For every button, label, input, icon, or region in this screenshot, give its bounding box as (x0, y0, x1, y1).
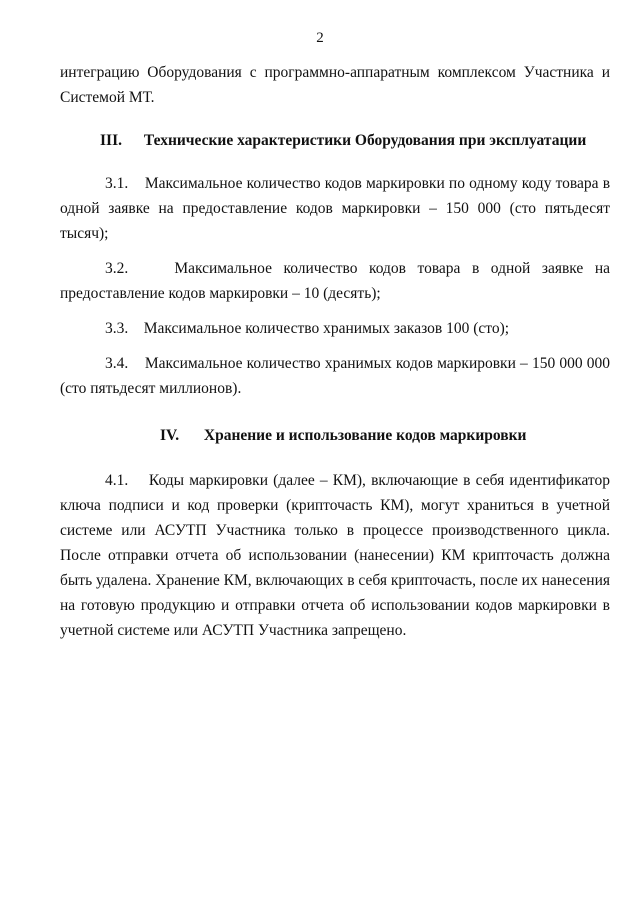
item-number: 3.1. (105, 175, 129, 192)
item-text: Максимальное количество хранимых кодов маркировки – 150 000 000 (сто пятьдесят миллионов). (60, 355, 611, 397)
item-text: Максимальное количество кодов маркировки по одному коду товара в одной заявке на предоставление кодов маркировки – 150 000 (сто пятьдесят тысяч); (60, 175, 611, 242)
section-4-title: Хранение и использование кодов маркировки (203, 427, 527, 444)
item-number: 3.3. (105, 320, 129, 337)
item-text: Максимальное количество кодов товара в одной заявке на предоставление кодов маркировки – 10 (десять); (60, 260, 611, 302)
section-3-heading (60, 128, 610, 153)
item-4-1 (60, 468, 610, 643)
document-body (60, 60, 610, 643)
section-3-title: Технические характеристики Оборудования при эксплуатации (143, 132, 587, 149)
item-text: Максимальное количество хранимых заказов 100 (сто); (143, 320, 510, 337)
item-3-2 (60, 256, 610, 306)
item-number: 3.2. (105, 260, 129, 277)
item-3-4 (60, 351, 610, 401)
item-number: 4.1. (105, 472, 129, 489)
item-number: 3.4. (105, 355, 129, 372)
item-3-1 (60, 171, 610, 246)
item-3-3 (60, 316, 610, 341)
section-3-number: III. (100, 132, 122, 149)
item-text: Коды маркировки (далее – КМ), включающие в себя идентификатор ключа подписи и код проверки (крипточасть КМ), могут храниться в учетной системе или АСУТП Участника только в процессе производственного цикла. После отправки отчета об использовании (нанесении) КМ крипточасть должна быть удалена. Хранение КМ, включающих в себя крипточасть, после их нанесения на готовую продукцию и отправки отчета об использовании кодов маркировки в учетной системе или АСУТП Участника запрещено. (60, 472, 610, 639)
section-4-heading (60, 423, 610, 448)
page-number: 2 (316, 30, 324, 46)
intro-paragraph: интеграцию Оборудования с программно-аппаратным комплексом Участника и Системой МТ. (60, 64, 610, 106)
section-4-number: IV. (160, 427, 180, 444)
